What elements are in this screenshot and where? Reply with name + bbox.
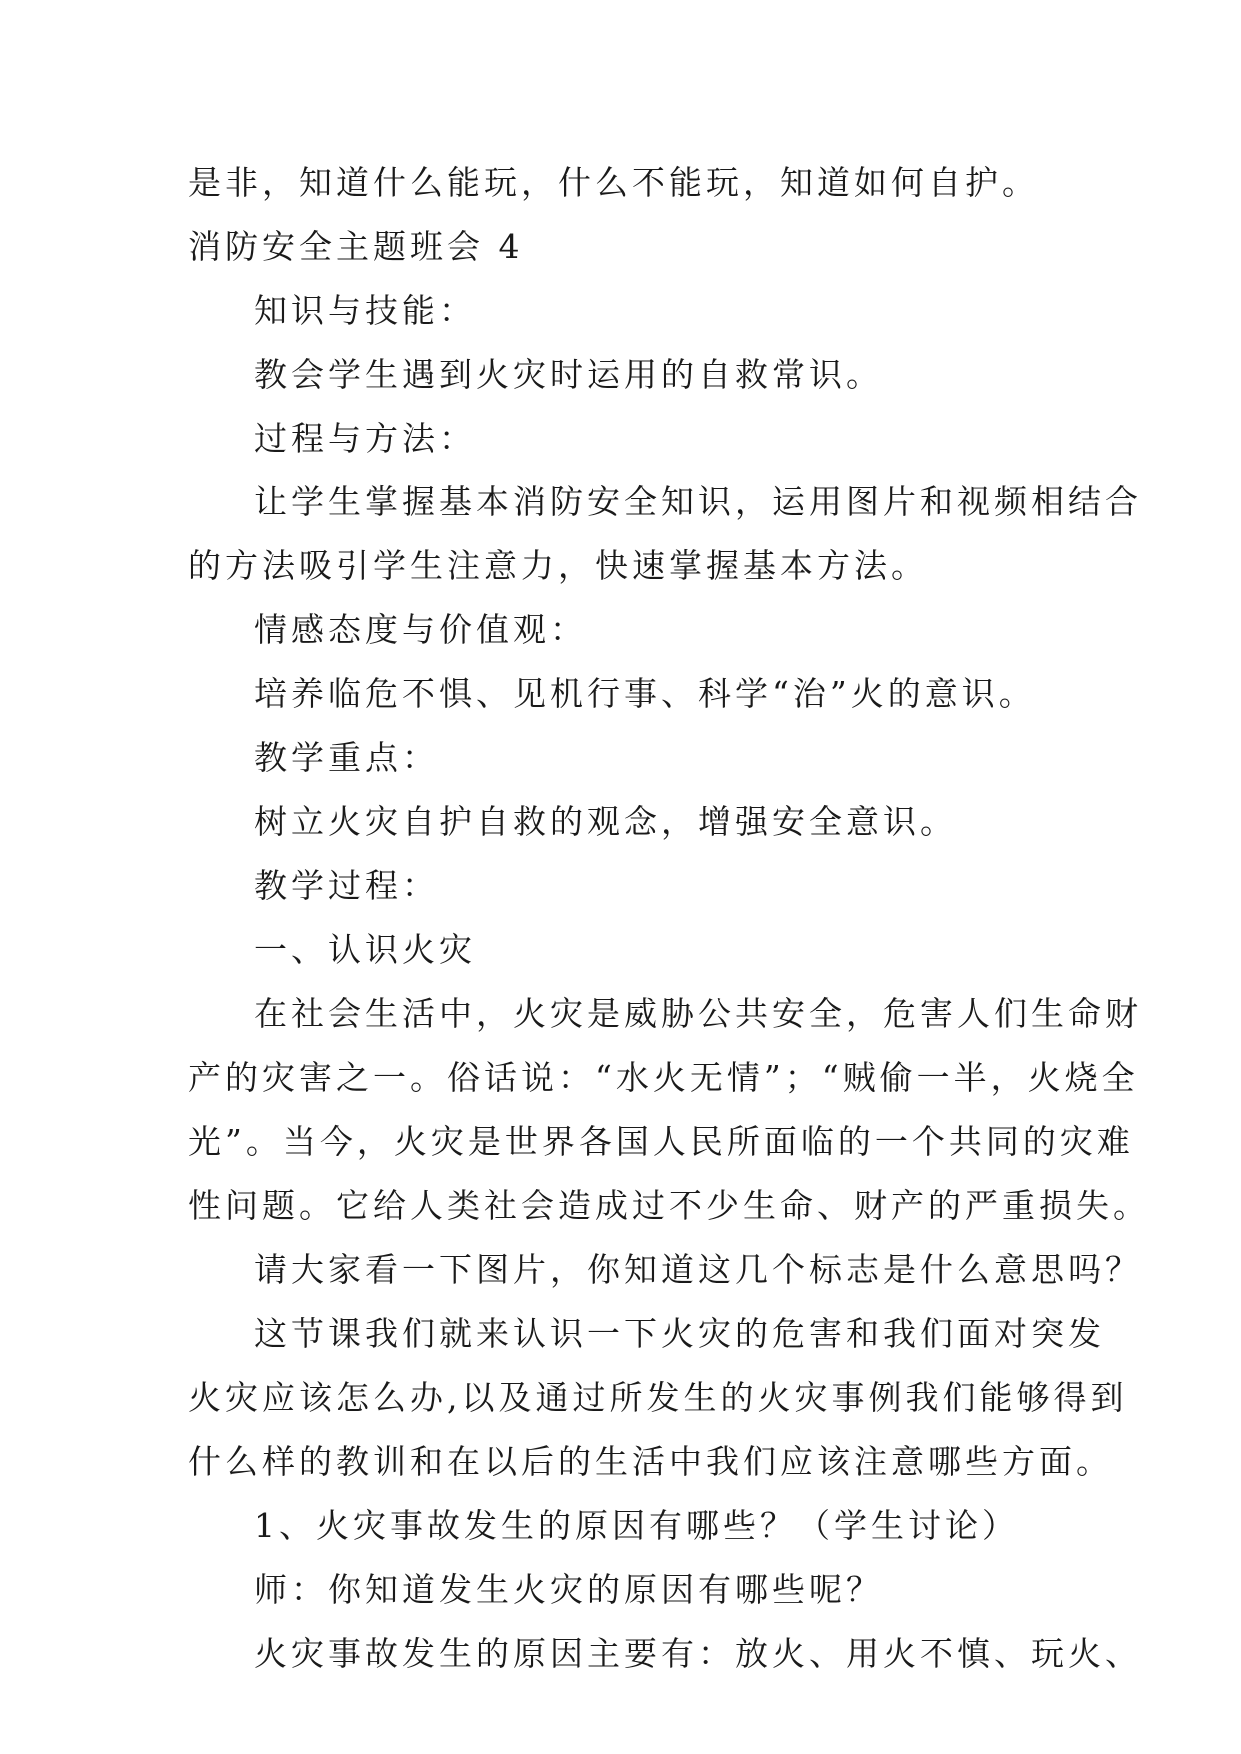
paragraph-line: 树立火灾自护自救的观念，增强安全意识。: [254, 802, 957, 841]
paragraph-line: 这节课我们就来认识一下火灾的危害和我们面对突发: [254, 1314, 1105, 1353]
paragraph-line: 教学重点：: [254, 738, 439, 777]
paragraph-line: 知识与技能：: [254, 291, 476, 330]
paragraph-line: 1、火灾事故发生的原因有哪些？（学生讨论）: [254, 1506, 1019, 1545]
paragraph-line: 过程与方法：: [254, 419, 476, 458]
paragraph-line: 什么样的教训和在以后的生活中我们应该注意哪些方面。: [188, 1442, 1113, 1481]
paragraph-line: 培养临危不惧、见机行事、科学“治”火的意识。: [254, 674, 1036, 713]
paragraph-line: 性问题。它给人类社会造成过不少生命、财产的严重损失。: [188, 1186, 1150, 1225]
paragraph-line: 在社会生活中，火灾是威胁公共安全，危害人们生命财: [254, 994, 1142, 1033]
paragraph-line: 产的灾害之一。俗话说：“水火无情”；“贼偷一半，火烧全: [188, 1058, 1139, 1097]
paragraph-line: 情感态度与价值观：: [254, 610, 587, 649]
paragraph-line: 教学过程：: [254, 866, 439, 905]
paragraph-line: 光”。当今，火灾是世界各国人民所面临的一个共同的灾难: [188, 1122, 1134, 1161]
paragraph-line: 一、认识火灾: [254, 930, 476, 969]
paragraph-line: 是非，知道什么能玩，什么不能玩，知道如何自护。: [188, 163, 1039, 202]
paragraph-line: 教会学生遇到火灾时运用的自救常识。: [254, 355, 883, 394]
paragraph-line: 的方法吸引学生注意力，快速掌握基本方法。: [188, 546, 928, 585]
paragraph-line: 让学生掌握基本消防安全知识，运用图片和视频相结合: [254, 482, 1142, 521]
paragraph-line: 请大家看一下图片，你知道这几个标志是什么意思吗？: [254, 1250, 1142, 1289]
section-title: 消防安全主题班会 4: [188, 227, 524, 266]
paragraph-line: 火灾应该怎么办,以及通过所发生的火灾事例我们能够得到: [188, 1378, 1128, 1417]
paragraph-line: 火灾事故发生的原因主要有：放火、用火不慎、玩火、: [254, 1634, 1142, 1673]
paragraph-line: 师：你知道发生火灾的原因有哪些呢？: [254, 1570, 883, 1609]
